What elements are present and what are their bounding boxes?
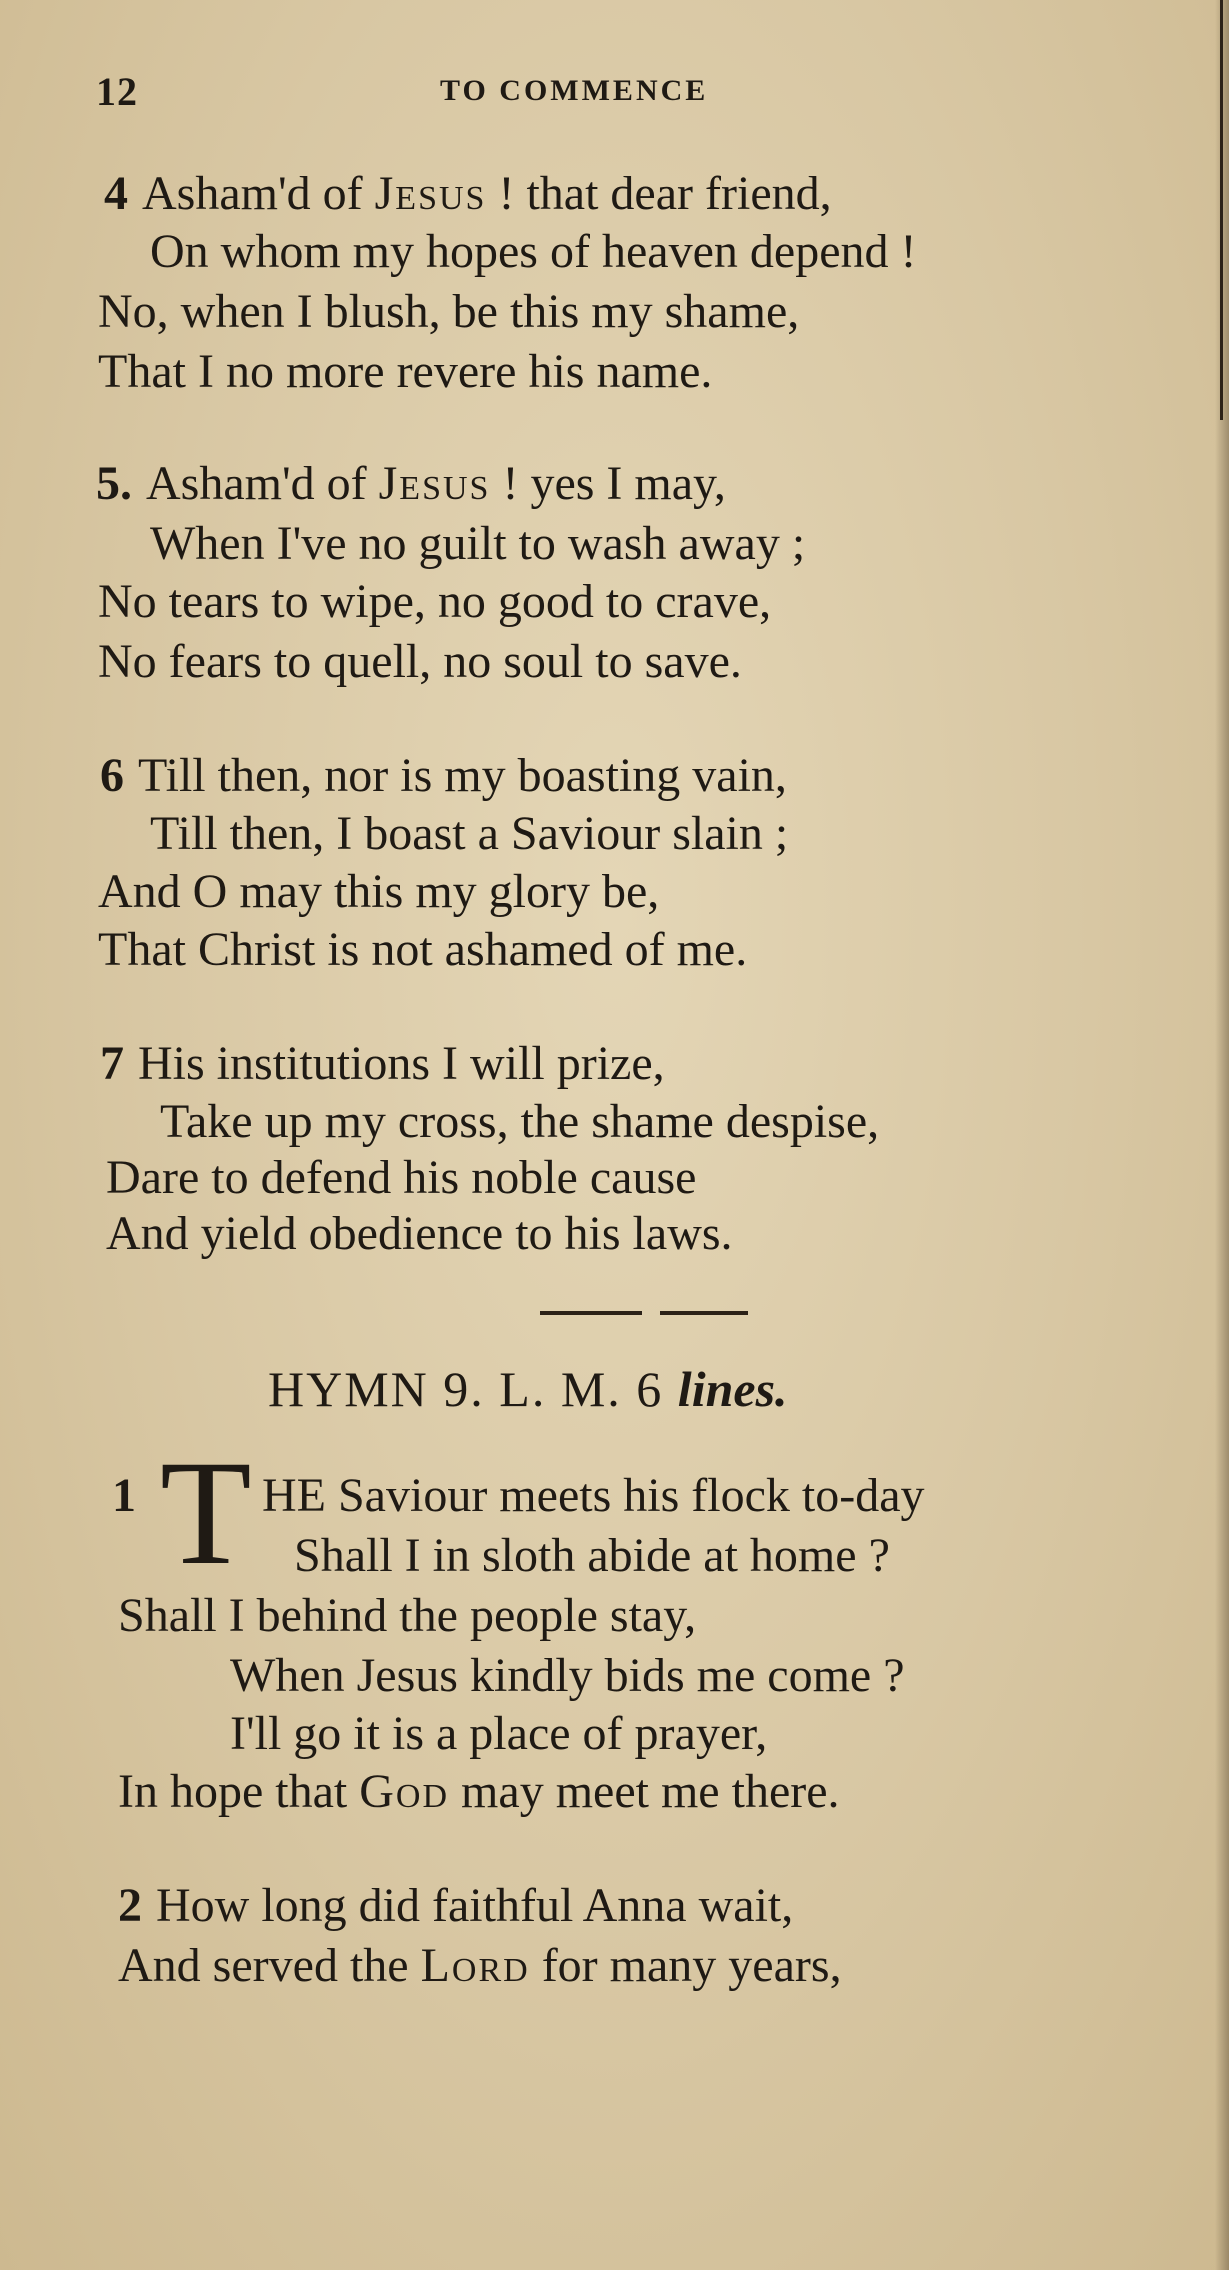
stanza-7-line-3: Dare to defend his noble cause: [106, 1151, 697, 1204]
stanza-number: 5.: [96, 457, 132, 510]
stanza-number: 4: [104, 167, 128, 220]
stanza-5-line-2: When I've no guilt to wash away ;: [150, 517, 806, 570]
hymn-title: HYMN 9. L. M. 6 lines.: [268, 1361, 788, 1417]
stanza-6-line-4: That Christ is not ashamed of me.: [98, 923, 748, 976]
page-header: [0, 62, 1229, 122]
stanza-number: 6: [100, 749, 124, 802]
hymn-stanza-1-line-5: I'll go it is a place of prayer,: [230, 1707, 768, 1760]
stanza-5-line-1: 5. Asham'd of Jesus ! yes I may,: [96, 457, 726, 510]
stanza-7-line-4: And yield obedience to his laws.: [106, 1207, 733, 1260]
running-head: TO COMMENCE: [440, 74, 709, 107]
small-caps-word: Jesus: [378, 457, 491, 510]
small-caps-word: Jesus: [374, 167, 487, 220]
stanza-6-line-1: 6 Till then, nor is my boasting vain,: [100, 749, 787, 802]
hymn-stanza-2-line-2: And served the Lord for many years,: [118, 1939, 842, 1992]
page-number: 12: [96, 69, 138, 114]
hymn-stanza-1-line-3: Shall I behind the people stay,: [118, 1589, 697, 1642]
hymn-stanza-1-line-2: Shall I in sloth abide at home ?: [294, 1529, 890, 1582]
stanza-7-line-1: 7 His institutions I will prize,: [100, 1037, 665, 1090]
stanza-7-line-2: Take up my cross, the shame despise,: [160, 1095, 880, 1148]
small-caps-word: God: [359, 1765, 450, 1818]
hymn-stanza-1-line-4: When Jesus kindly bids me come ?: [230, 1649, 905, 1702]
divider-rule-left: [540, 1311, 642, 1315]
hymn-stanza-1-line-1: HE Saviour meets his flock to-day: [262, 1469, 925, 1522]
divider-rule-right: [660, 1311, 748, 1315]
stanza-4-line-1: 4 Asham'd of Jesus ! that dear friend,: [104, 167, 832, 220]
stanza-5-line-4: No fears to quell, no soul to save.: [98, 635, 742, 688]
stanza-number: 7: [100, 1037, 124, 1090]
small-caps-word: Lord: [420, 1939, 530, 1992]
stanza-6-line-2: Till then, I boast a Saviour slain ;: [150, 807, 789, 860]
stanza-5-line-3: No tears to wipe, no good to crave,: [98, 575, 772, 628]
stanza-number: 2: [118, 1879, 142, 1932]
stanza-4-line-2: On whom my hopes of heaven depend !: [150, 225, 917, 278]
hymn-stanza-1-number: 1: [112, 1469, 136, 1522]
hymn-stanza-1-line-6: In hope that God may meet me there.: [118, 1765, 840, 1818]
stanza-4-line-4: That I no more revere his name.: [98, 345, 713, 398]
drop-cap-letter: T: [160, 1430, 252, 1596]
stanza-6-line-3: And O may this my glory be,: [98, 865, 660, 918]
hymn-stanza-2-line-1: 2 How long did faithful Anna wait,: [118, 1879, 794, 1932]
hymn-title-italic: lines.: [677, 1361, 788, 1417]
stanza-4-line-3: No, when I blush, be this my shame,: [98, 285, 800, 338]
